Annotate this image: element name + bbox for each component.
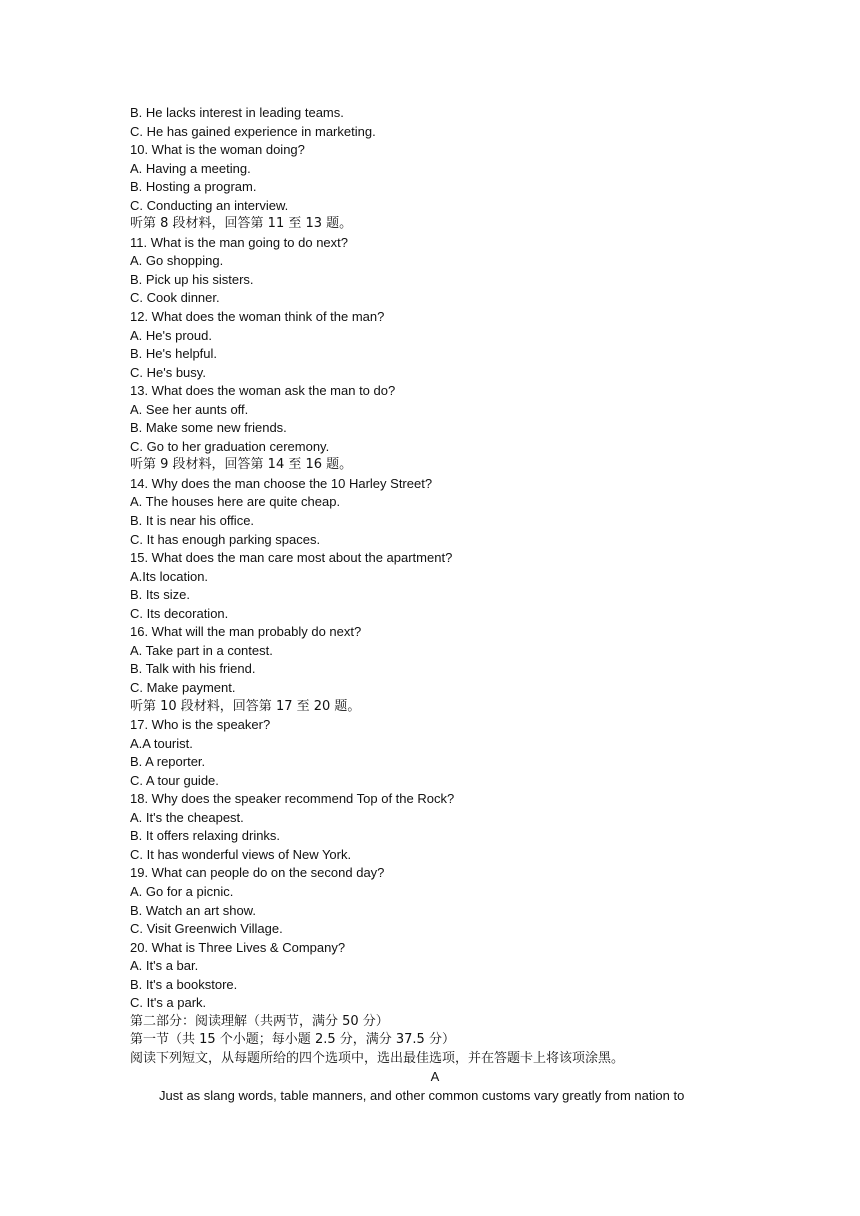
text-line: 第二部分：阅读理解（共两节，满分 50 分）: [130, 1013, 389, 1029]
text-line: B. Its size.: [130, 587, 190, 603]
text-line: 20. What is Three Lives & Company?: [130, 939, 346, 955]
text-line: C. Make payment.: [130, 679, 236, 695]
text-line: 阅读下列短文，从每题所给的四个选项中，选出最佳选项，并在答题卡上将该项涂黑。: [130, 1050, 625, 1066]
text-line: B. It's a bookstore.: [130, 976, 238, 992]
text-line: 听第 8 段材料，回答第 11 至 13 题。: [130, 216, 353, 232]
text-line: 13. What does the woman ask the man to do?: [130, 383, 396, 399]
text-line: C. Go to her graduation ceremony.: [130, 438, 330, 454]
text-line: B. He lacks interest in leading teams.: [130, 105, 344, 120]
text-line: C. Conducting an interview.: [130, 197, 289, 213]
text-line: B. A reporter.: [130, 754, 206, 770]
text-line: C. A tour guide.: [130, 772, 219, 788]
text-line: C. Its decoration.: [130, 605, 229, 621]
text-line: B. It is near his office.: [130, 513, 255, 529]
text-line: 10. What is the woman doing?: [130, 142, 305, 158]
text-line: 12. What does the woman think of the man?: [130, 309, 385, 325]
reading-paragraph: Just as slang words, table manners, and other common customs vary greatly from nation to: [159, 1087, 685, 1103]
text-line: A. He's proud.: [130, 327, 212, 343]
text-line: A.Its location.: [130, 568, 209, 584]
text-line: 18. Why does the speaker recommend Top of the Rock?: [130, 791, 455, 807]
text-line: A. Go for a picnic.: [130, 883, 234, 899]
text-line: A. Go shopping.: [130, 253, 224, 269]
text-line: B. It offers relaxing drinks.: [130, 828, 281, 844]
text-line: C. It has enough parking spaces.: [130, 531, 321, 547]
text-line: B. Watch an art show.: [130, 902, 256, 918]
text-line: C. Cook dinner.: [130, 290, 220, 306]
text-line: 听第 9 段材料，回答第 14 至 16 题。: [130, 457, 353, 473]
text-line: 17. Who is the speaker?: [130, 717, 271, 733]
text-line: 第一节（共 15 个小题；每小题 2.5 分，满分 37.5 分）: [130, 1032, 455, 1048]
text-line: C. Visit Greenwich Village.: [130, 921, 283, 937]
text-line: A. The houses here are quite cheap.: [130, 494, 341, 510]
text-line: 11. What is the man going to do next?: [130, 234, 349, 250]
text-line: 听第 10 段材料，回答第 17 至 20 题。: [130, 698, 361, 714]
text-line: 19. What can people do on the second day?: [130, 865, 385, 881]
text-line: A. Take part in a contest.: [130, 642, 273, 658]
text-line: A. It's the cheapest.: [130, 809, 244, 825]
text-line: B. Talk with his friend.: [130, 661, 256, 677]
text-line: B. He's helpful.: [130, 346, 218, 362]
text-line: C. He's busy.: [130, 364, 206, 380]
document-body: [130, 104, 740, 1106]
text-line: A.A tourist.: [130, 735, 193, 751]
text-line: A. It's a bar.: [130, 958, 199, 974]
text-line: 15. What does the man care most about the apartment?: [130, 550, 453, 566]
text-line: B. Hosting a program.: [130, 179, 257, 195]
text-line: A. Having a meeting.: [130, 160, 251, 176]
text-line: C. It's a park.: [130, 995, 207, 1011]
section-letter: A: [430, 1069, 440, 1085]
text-line: B. Pick up his sisters.: [130, 271, 254, 287]
text-line: C. He has gained experience in marketing.: [130, 123, 376, 139]
text-line: C. It has wonderful views of New York.: [130, 846, 352, 862]
text-line: A. See her aunts off.: [130, 401, 249, 417]
text-line: B. Make some new friends.: [130, 420, 287, 436]
text-line: 16. What will the man probably do next?: [130, 624, 362, 640]
text-line: 14. Why does the man choose the 10 Harley Street?: [130, 475, 433, 491]
